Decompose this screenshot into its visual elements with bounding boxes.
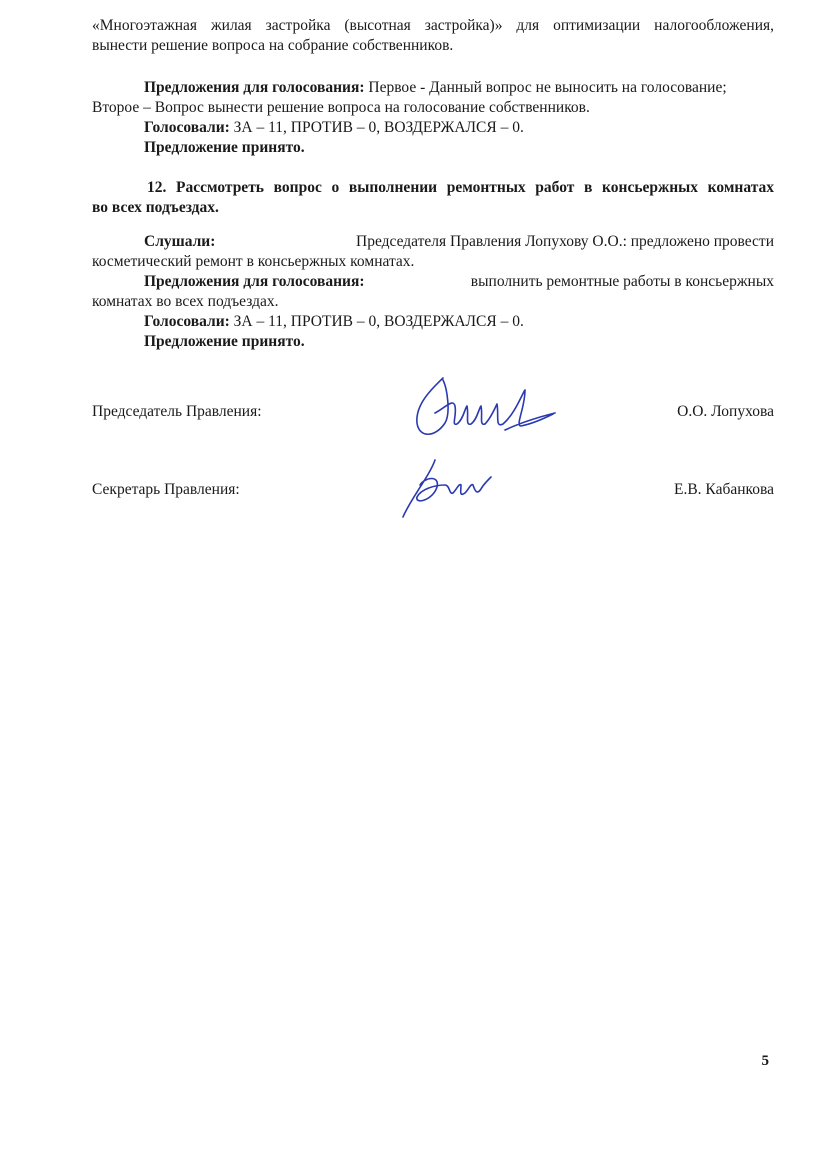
voted-line-11 xyxy=(92,118,774,138)
heard-text: Председателя Правления Лопухову О.О.: предложено провести xyxy=(356,233,774,250)
result-line-12 xyxy=(92,332,774,352)
proposals-line-11-cont: Второе – Вопрос вынести решение вопроса на голосование собственников. xyxy=(92,99,590,116)
result-text-12: Предложение принято. xyxy=(144,333,305,350)
chair-name: О.О. Лопухова xyxy=(677,403,774,420)
voted-label: Голосовали: xyxy=(144,119,230,136)
secretary-label: Секретарь Правления: xyxy=(92,481,240,498)
proposals-label-12: Предложения для голосования: xyxy=(144,273,365,290)
heard-line-cont: косметический ремонт в консьержных комнатах. xyxy=(92,253,415,270)
page-number: 5 xyxy=(761,1053,769,1069)
item-12-heading-line-2 xyxy=(92,198,774,218)
voted-line-12 xyxy=(92,312,774,332)
secretary-signature xyxy=(395,455,505,525)
proposals-text-12: выполнить ремонтные работы в консьержных xyxy=(470,273,774,290)
voted-label-12: Голосовали: xyxy=(144,313,230,330)
item-12-heading xyxy=(92,178,774,218)
chair-label: Председатель Правления: xyxy=(92,403,262,420)
proposals-text: Первое - Данный вопрос не выносить на голосование; xyxy=(364,79,727,96)
heard-line xyxy=(92,232,774,252)
item-12-heading-text-2: во всех подъездах. xyxy=(92,199,219,216)
item-12-body xyxy=(92,232,774,352)
heard-label: Слушали: xyxy=(144,233,216,250)
item-12-heading-line-1 xyxy=(92,178,774,198)
intro-line-1: «Многоэтажная жилая застройка (высотная застройка)» для оптимизации налогообложения, xyxy=(92,17,774,34)
proposals-line-11 xyxy=(92,78,774,98)
result-text: Предложение принято. xyxy=(144,139,305,156)
item-12-heading-text: 12. Рассмотреть вопрос о выполнении ремонтных работ в консьержных комнатах xyxy=(147,179,774,196)
proposals-line-12-cont: комнатах во всех подъездах. xyxy=(92,293,279,310)
chair-signature xyxy=(405,368,565,448)
voted-text: ЗА – 11, ПРОТИВ – 0, ВОЗДЕРЖАЛСЯ – 0. xyxy=(229,119,524,136)
result-line-11 xyxy=(92,138,774,158)
vote-block-11 xyxy=(92,78,774,158)
intro-paragraph xyxy=(92,16,774,56)
intro-line-2: вынести решение вопроса на собрание собственников. xyxy=(92,37,454,54)
proposals-label: Предложения для голосования: xyxy=(144,79,365,96)
proposals-line-12 xyxy=(92,272,774,292)
secretary-name: Е.В. Кабанкова xyxy=(674,481,774,498)
voted-text-12: ЗА – 11, ПРОТИВ – 0, ВОЗДЕРЖАЛСЯ – 0. xyxy=(229,313,524,330)
